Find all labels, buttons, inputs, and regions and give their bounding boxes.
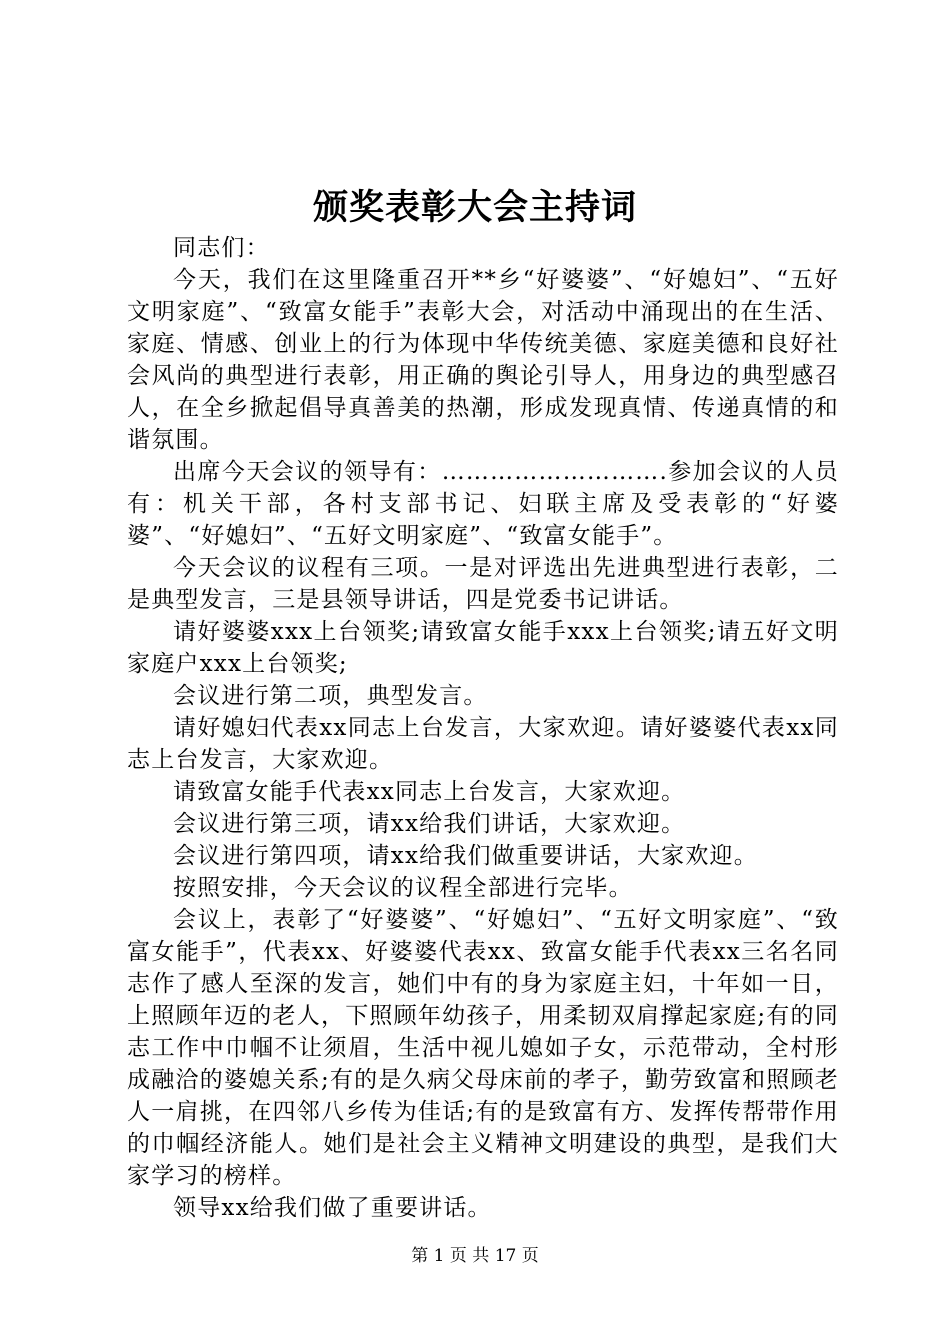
paragraph-attendees: 出席今天会议的领导有：……………………….参加会议的人员有：机关干部，各村支部书记、妇联主席及受表彰的“好婆婆”、“好媳妇”、“五好文明家庭”、“致富女能手”。 — [127, 459, 839, 549]
paragraph-completion: 按照安排，今天会议的议程全部进行完毕。 — [173, 875, 633, 901]
document-body — [127, 232, 839, 1224]
paragraph-item-four: 会议进行第四项，请xx给我们做重要讲话，大家欢迎。 — [173, 843, 758, 869]
paragraph-item-two: 会议进行第二项，典型发言。 — [173, 683, 488, 709]
paragraph-leader-speech: 领导xx给我们做了重要讲话。 — [173, 1195, 492, 1221]
paragraph-salutation: 同志们： — [173, 235, 270, 261]
paragraph-agenda: 今天会议的议程有三项。一是对评选出先进典型进行表彰，二是典型发言，三是县领导讲话，四是党委书记讲话。 — [127, 555, 839, 613]
paragraph-summary: 会议上，表彰了“好婆婆”、“好媳妇”、“五好文明家庭”、“致富女能手”，代表xx、好婆婆代表xx、致富女能手代表xx三名名同志作了感人至深的发言，她们中有的身为家庭主妇，十年如一日，上照顾年迈的老人，下照顾年幼孩子，用柔韧双肩撑起家庭;有的同志工作中巾帼不让须眉，生活中视儿媳如子女，示范带动，全村形成融洽的婆媳关系;有的是久病父母床前的孝子，勤劳致富和照顾老人一肩挑，在四邻八乡传为佳话;有的是致富有方、发挥传帮带作用的巾帼经济能人。她们是社会主义精神文明建设的典型，是我们大家学习的榜样。 — [127, 907, 839, 1189]
paragraph-speeches-1: 请好媳妇代表xx同志上台发言，大家欢迎。请好婆婆代表xx同志上台发言，大家欢迎。 — [127, 715, 839, 773]
paragraph-speeches-2: 请致富女能手代表xx同志上台发言，大家欢迎。 — [173, 779, 686, 805]
document-title: 颁奖表彰大会主持词 — [312, 187, 637, 228]
paragraph-opening: 今天，我们在这里隆重召开**乡“好婆婆”、“好媳妇”、“五好文明家庭”、“致富女能手”表彰大会，对活动中涌现出的在生活、家庭、情感、创业上的行为体现中华传统美德、家庭美德和良好社会风尚的典型进行表彰，用正确的舆论引导人，用身边的典型感召人，在全乡掀起倡导真善美的热潮，形成发现真情、传递真情的和谐氛围。 — [127, 267, 839, 453]
paragraph-awards: 请好婆婆xxx上台领奖;请致富女能手xxx上台领奖;请五好文明家庭户xxx上台领奖; — [127, 619, 839, 677]
paragraph-item-three: 会议进行第三项，请xx给我们讲话，大家欢迎。 — [173, 811, 686, 837]
page-number-footer: 第 1 页 共 17 页 — [411, 1246, 539, 1266]
